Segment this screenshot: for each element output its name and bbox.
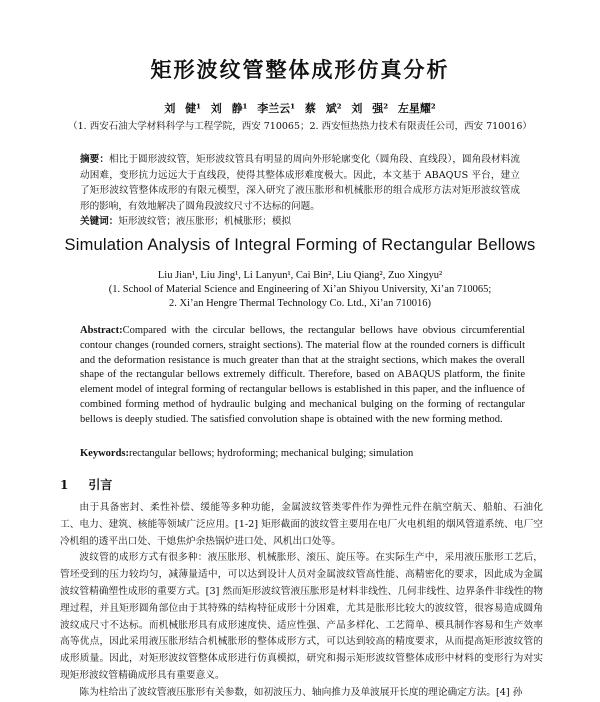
english-title: Simulation Analysis of Integral Forming of Rectangular Bellows	[64, 236, 536, 254]
chinese-title: 矩形波纹管整体成形仿真分析	[150, 57, 450, 82]
english-authors: Liu Jian¹, Liu Jing¹, Li Lanyun¹, Cai Bin², Liu Qiang², Zuo Xingyu²	[157, 270, 443, 281]
english-abstract-block	[80, 324, 525, 428]
body-paragraph: 陈为柱给出了波纹管液压胀形有关参数，如初波压力、轴向推力及单波展开长度的理论确定方法。[4] 孙	[79, 686, 523, 698]
chinese-keywords-text: 矩形波纹管；液压胀形；机械胀形；模拟	[118, 216, 292, 227]
section-heading	[60, 476, 112, 493]
chinese-abstract-label: 摘要：	[80, 154, 110, 165]
english-keywords-text: rectangular bellows; hydroforming; mechanical bulging; simulation	[129, 448, 414, 459]
chinese-abstract-text: 相比于圆形波纹管，矩形波纹管具有明显的周向外形轮廓变化（圆角段、直线段），圆角段材料流动困难，变形抗力远远大于直线段，使得其整体成形难度极大。因此，本文基于 ABAQUS 平台，建立了矩形波纹管整体成形的有限元模型，深入研究了液压胀形和机械胀形的组合成形方法对矩形波纹管成形的影响，有效地解决了圆角段波纹尺寸不达标的问题。	[80, 154, 520, 212]
english-abstract-label: Abstract:	[80, 325, 123, 336]
english-keywords-block	[80, 448, 525, 459]
english-abstract-text: Compared with the circular bellows, the rectangular bellows have obvious circumferential contour changes (rounded corners, straight sections). The material flow at the rounded corners is difficult and the deformation resistance is much greater than that at the straight sections, which makes the overall shape of the rectangular bellows extremely difficult. Therefore, based on ABAQUS platform, the finite element model of integral forming of rectangular bellows is established in this paper, and the influence of combined forming method of hydraulic bulging and mechanical bulging on the forming of rectangular bellows is deeply studied. The satisfied convolution shape is obtained with the new forming method.	[80, 325, 525, 425]
chinese-affiliation: （1. 西安石油大学材料科学与工程学院，西安 710065；2. 西安恒热热力技术有限责任公司，西安 710016）	[68, 121, 532, 132]
english-affiliation-line-1: (1. School of Material Science and Engineering of Xi’an Shiyou University, Xi’an 710065;	[108, 284, 492, 295]
body-paragraph: 波纹管的成形方式有很多种：液压胀形、机械胀形、滚压、旋压等。在实际生产中，采用液压胀形工艺后，管坯受到的压力较均匀，减薄量适中，可以达到设计人员对金属波纹管高性能、高精密化的要求，因此成为金属波纹管精确塑性成形的重要方式。[3] 然而矩形波纹管液压胀形是材料非线性、几何非线性、边界条件非线性的物理过程，并且矩形圆角部位由于其特殊的结构特征成形十分困难，尤其是胀形比较大的波纹管，很容易造成圆角波纹成尺寸不达标。而机械胀形具有成形速度快、适应性强、产品多样化、工艺简单、模具制作容易和生产效率高等优点，因此采用液压胀形结合机械胀形的整体成形方式，可以达到较高的精度要求，从而提高矩形波纹管的成形质量。因此，对矩形波纹管整体成形进行仿真模拟，研究和揭示矩形波纹管整体成形中材料的变形行为对实现矩形波纹管精确成形具有重要意义。	[60, 552, 543, 681]
section-title: 引言	[88, 478, 113, 492]
english-keywords-label: Keywords:	[80, 448, 129, 459]
body-paragraph: 由于具备密封、柔性补偿、缓能等多种功能，金属波纹管类零件作为弹性元件在航空航天、船舶、石油化工、电力、建筑、核能等领域广泛应用。[1-2] 矩形截面的波纹管主要用在电厂火电机组的烟风管道系统、电厂空冷机组的透平出口处、干熄焦炉余热锅炉进口处、风机出口处等。	[60, 502, 543, 547]
chinese-abstract-block	[80, 152, 520, 230]
chinese-keywords-label: 关键词：	[80, 216, 119, 227]
english-affiliation	[0, 283, 600, 311]
section-number: 1	[60, 478, 69, 492]
section-body	[60, 500, 543, 702]
english-affiliation-line-2: 2. Xi’an Hengre Thermal Technology Co. Ltd., Xi’an 710016)	[169, 298, 431, 309]
chinese-authors: 刘 健¹ 刘 静¹ 李兰云¹ 蔡 斌² 刘 强² 左星耀²	[164, 102, 436, 115]
